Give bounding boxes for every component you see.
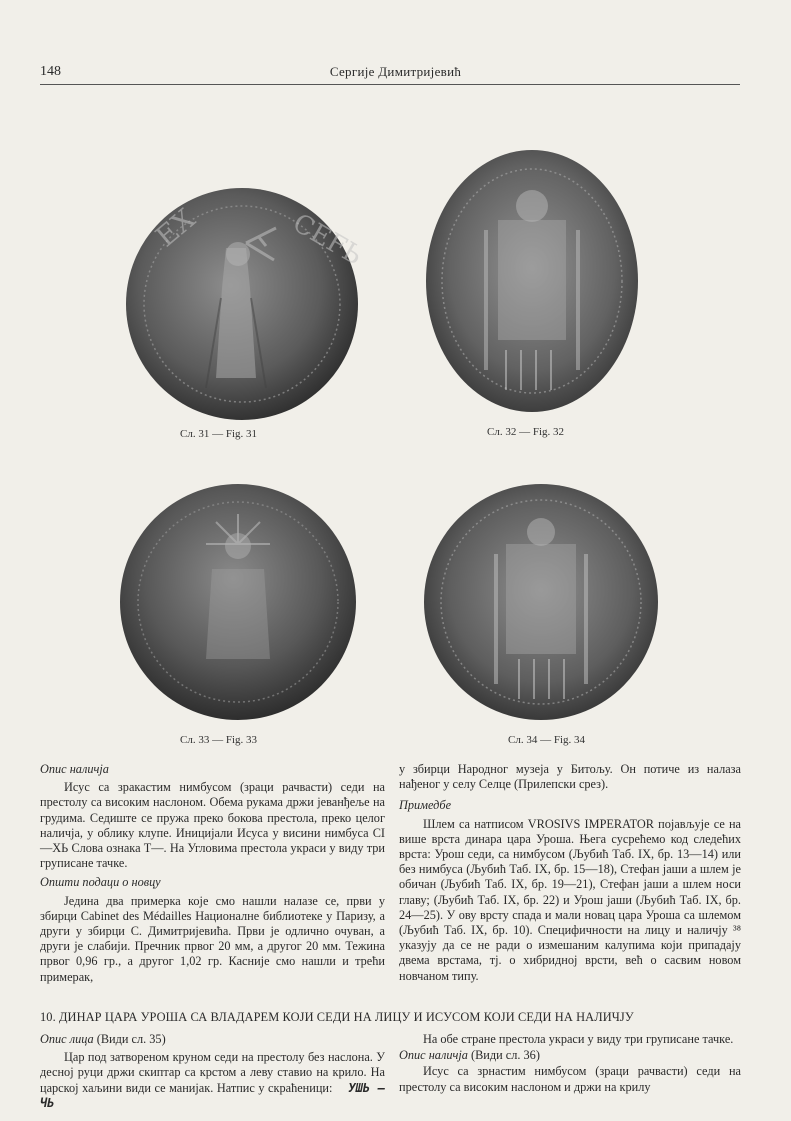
section-right-column	[399, 1032, 741, 1095]
svg-text:CEFЬ: CEFЬ	[287, 208, 367, 272]
subheading-notes: Примедбе	[399, 798, 452, 813]
subheading-reverse: Опис наличја	[40, 762, 109, 776]
subheading-obverse-ref: (Види сл. 35)	[96, 1032, 166, 1046]
header-rule	[40, 84, 740, 85]
left-column	[40, 762, 385, 985]
coin-photo-31	[126, 188, 367, 420]
subheading-reverse-36-title: Опис наличја	[399, 1048, 468, 1063]
coin-photo-33	[120, 484, 356, 720]
section-heading: 10. ДИНАР ЦАРА УРОША СА ВЛАДАРЕМ КОЈИ СЕДИ НА ЛИЦУ И ИСУСОМ КОЈИ СЕДИ НА НАЛИЧЈУ	[40, 1010, 634, 1024]
subheading-obverse	[40, 1032, 385, 1047]
running-title: Сергије Димитријевић	[329, 64, 462, 79]
paragraph-ornaments: На обе стране престола украси у виду три груписане тачке.	[423, 1032, 734, 1046]
subheading-general: Општи подаци о новцу	[40, 875, 161, 890]
paragraph-obverse-text: Цар под затвореном круном седи на престолу без наслона. У десној руци држи скиптар са крстом а леву ставио на крило. На царској хаљини види се манијак. Натпис у скраћеници:	[40, 1050, 385, 1095]
handwritten-inscription: УШЬ — ЧЬ	[40, 1080, 385, 1110]
coin-photo-34	[424, 484, 658, 720]
figure-caption-33: Сл. 33 — Fig. 33	[180, 734, 257, 746]
paragraph-reverse-36: Исус са зрнастим нимбусом (зраци рачвасти) седи на престолу са високим наслоном и држи на крилу	[399, 1064, 741, 1094]
subheading-obverse-title: Опис лица	[40, 1032, 94, 1046]
section-left-column	[40, 1032, 385, 1111]
coin-photo-32	[426, 150, 638, 412]
subheading-reverse-36-ref: (Види сл. 36)	[470, 1048, 540, 1063]
figure-caption-31: Сл. 31 — Fig. 31	[180, 428, 257, 440]
paragraph-reverse: Исус са зракастим нимбусом (зраци рачвасти) седи на престолу са високим наслоном. Обема рукама држи јеванђеље на грудима. Седиште се пружа преко бокова престола, преко целог наличја, у облику клупе. Иницијали Исуса у висини нимбуса CI—XЬ Слова ознака T—. На Угловима престола украси у виду три груписане тачке.	[40, 780, 385, 871]
page-number: 148	[40, 64, 61, 79]
paragraph-notes: Шлем са натписом VROSIVS IMPERATOR појављује се на више врста динара цара Уроша. Њега сусрећемо код следећих врста: Урош седи, са нимбусом (Љубић Таб. IX, бр. 13—14) или без нимбуса (Љубић Таб. IX, бр. 15—18), Стефан јаши а шлем је обичан (Љубић Таб. IX, бр. 19—21), Стефан јаши а шлем носи главу; (Љубић Таб. IX, бр. 22) и Урош јаши (Љубић Таб. IX, бр. 24—25). У ову врсту спада и мали новац цара Уроша са шлемом (Љубић Таб. IX, бр. 10). Специфичности на лицу и наличју ³⁸ указују да се не ради о измешаним калупима који припадају двема врстама, тј. о хибридној врсти, већ о сасвим новом новчаном типу.	[399, 816, 741, 983]
right-column	[399, 762, 741, 984]
subheading-reverse-36	[399, 1048, 741, 1063]
paragraph-continuation: у збирци Народног музеја у Битољу. Он потиче из налаза нађеног у селу Селце (Прилепски срез).	[399, 762, 741, 792]
figure-caption-32: Сл. 32 — Fig. 32	[487, 426, 564, 438]
paragraph-general: Једина два примерка које смо нашли налазе се, први у збирци Cabinet des Médailles Националне библиотеке у Паризу, а други у збирци С. Димитријевића. Први је одлично очуван, а други је слабији. Пречник првог 20 мм, а другог 20 мм. Тежина првог 0,96 гр., а другог 1,02 гр. Касније смо нашли и трећи примерак,	[40, 893, 385, 984]
svg-text:EX: EX	[149, 202, 202, 254]
figure-caption-34: Сл. 34 — Fig. 34	[508, 734, 585, 746]
paragraph-obverse	[40, 1050, 385, 1111]
